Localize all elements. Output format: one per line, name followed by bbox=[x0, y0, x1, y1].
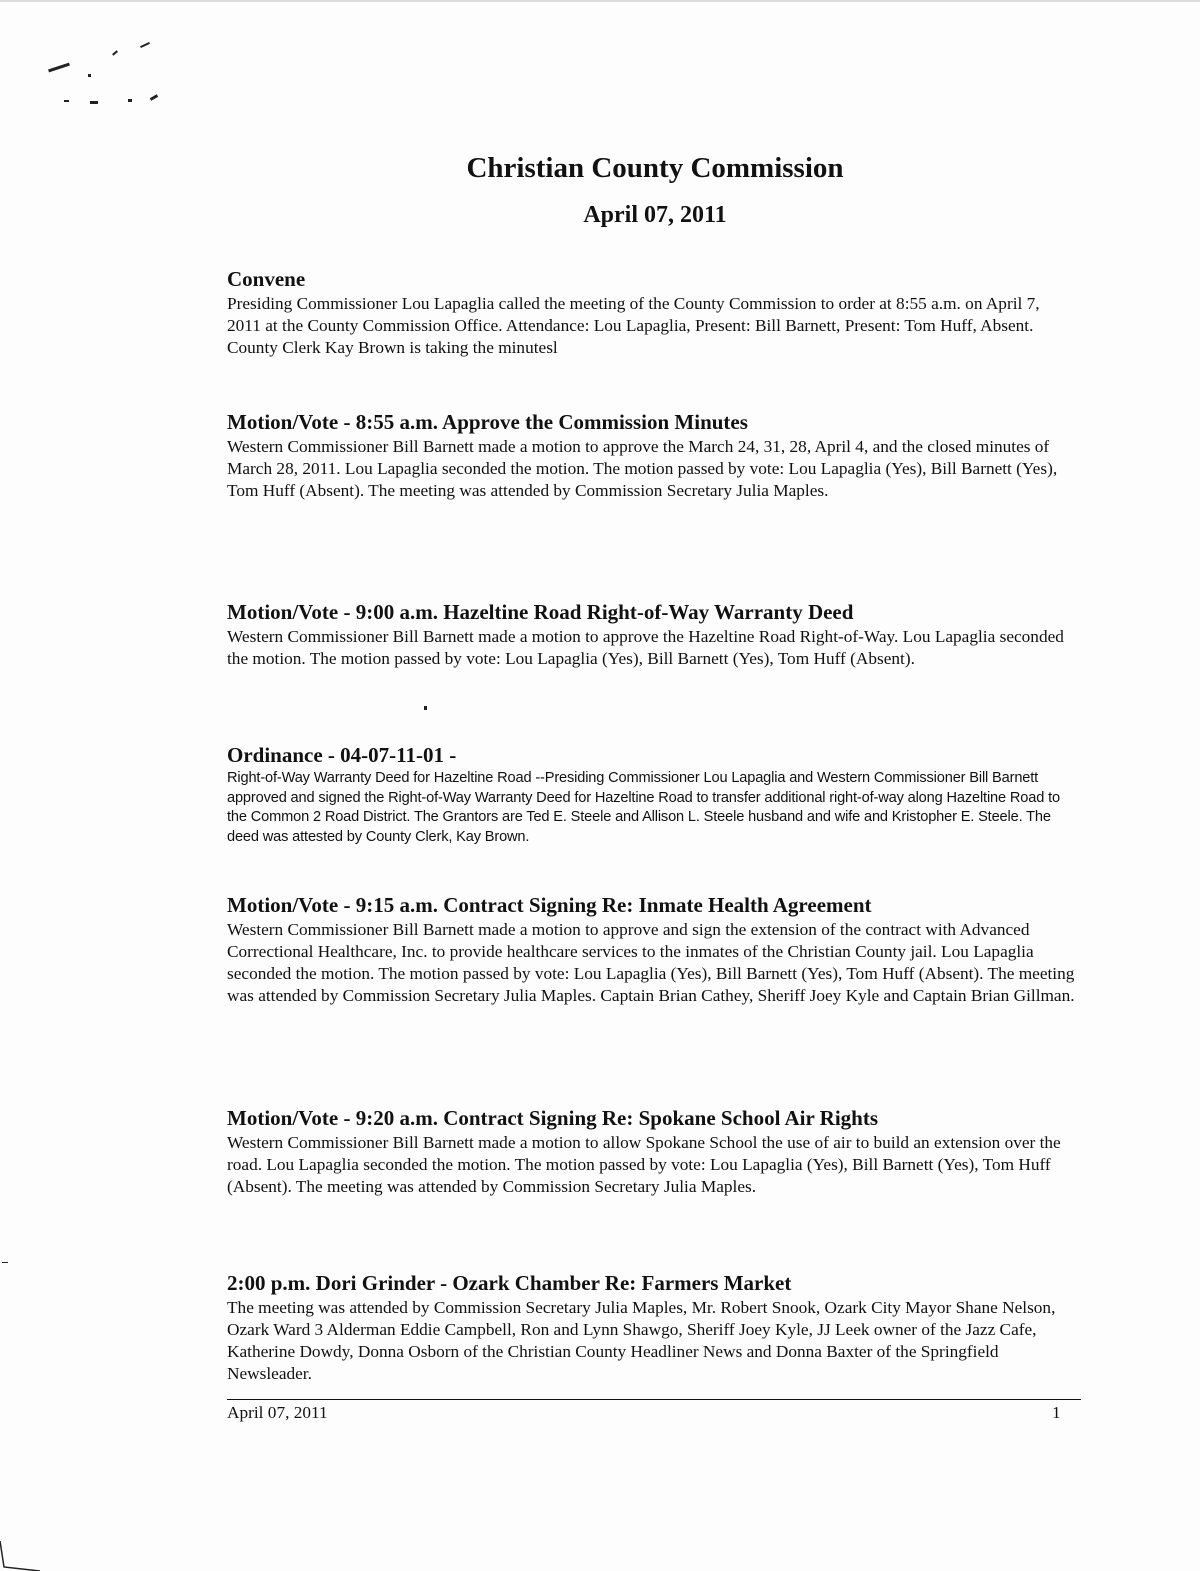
scan-speck bbox=[140, 42, 150, 48]
section-farmers-market bbox=[227, 1270, 1077, 1385]
section-heading: Motion/Vote - 9:15 a.m. Contract Signing Re: Inmate Health Agreement bbox=[227, 893, 872, 917]
section-hazeltine-right-of-way bbox=[227, 599, 1077, 670]
scan-speck bbox=[128, 99, 132, 102]
scan-speck bbox=[88, 74, 91, 77]
section-convene bbox=[227, 266, 1077, 359]
section-body: Western Commissioner Bill Barnett made a motion to approve and sign the extension of the contract with Advanced Correctional Healthcare, Inc. to provide healthcare services to the inmates of the Christian County jail. Lou Lapaglia seconded the motion. The motion passed by vote: Lou Lapaglia (Yes), Bill Barnett (Yes), Tom Huff (Absent). The meeting was attended by Commission Secretary Julia Maples. Captain Brian Cathey, Sheriff Joey Kyle and Captain Brian Gillman. bbox=[227, 920, 1075, 1005]
section-body: Right-of-Way Warranty Deed for Hazeltine Road --Presiding Commissioner Lou Lapaglia and Western Commissioner Bill Barnett approved and signed the Right-of-Way Warranty Deed for Hazeltine Road to transfer additional right-of-way along Hazeltine Road to the Common 2 Road District. The Grantors are Ted E. Steele and Allison L. Steele husband and wife and Kristopher E. Steele. The deed was attested by County Clerk, Kay Brown. bbox=[227, 770, 1060, 845]
scan-speck bbox=[112, 50, 118, 55]
scan-speck bbox=[150, 94, 158, 101]
section-body: The meeting was attended by Commission Secretary Julia Maples, Mr. Robert Snook, Ozark City Mayor Shane Nelson, Ozark Ward 3 Alderman Eddie Campbell, Ron and Lynn Shawgo, Sheriff Joey Kyle, JJ Leek owner of the Jazz Cafe, Katherine Dowdy, Donna Osborn of the Christian County Headliner News and Donna Baxter of the Springfield Newsleader. bbox=[227, 1298, 1056, 1383]
section-approve-minutes bbox=[227, 409, 1077, 502]
section-heading: Motion/Vote - 8:55 a.m. Approve the Commission Minutes bbox=[227, 410, 748, 434]
section-body: Western Commissioner Bill Barnett made a motion to approve the March 24, 31, 28, April 4, and the closed minutes of March 28, 2011. Lou Lapaglia seconded the motion. The motion passed by vote: Lou Lapaglia (Yes), Bill Barnett (Yes), Tom Huff (Absent). The meeting was attended by Commission Secretary Julia Maples. bbox=[227, 437, 1058, 500]
page-number: 1 bbox=[1052, 1403, 1061, 1422]
scan-speck bbox=[2, 1262, 8, 1263]
scan-corner-mark bbox=[0, 1541, 40, 1571]
section-ordinance bbox=[227, 742, 1077, 847]
scan-speck bbox=[64, 100, 69, 102]
section-body: Presiding Commissioner Lou Lapaglia called the meeting of the County Commission to order at 8:55 a.m. on April 7, 2011 at the County Commission Office. Attendance: Lou Lapaglia, Present: Bill Barnett, Present: Tom Huff, Absent. County Clerk Kay Brown is taking the minutesl bbox=[227, 294, 1040, 357]
section-heading: Convene bbox=[227, 267, 306, 291]
document-title: Christian County Commission bbox=[466, 152, 844, 184]
document-date: April 07, 2011 bbox=[583, 202, 727, 228]
footer-divider bbox=[227, 1399, 1081, 1400]
section-spokane-air-rights bbox=[227, 1105, 1077, 1198]
section-heading: Motion/Vote - 9:00 a.m. Hazeltine Road Right-of-Way Warranty Deed bbox=[227, 600, 854, 624]
section-heading: Ordinance - 04-07-11-01 - bbox=[227, 743, 457, 767]
footer-date: April 07, 2011 bbox=[227, 1403, 328, 1422]
section-heading: Motion/Vote - 9:20 a.m. Contract Signing Re: Spokane School Air Rights bbox=[227, 1106, 879, 1130]
section-inmate-health bbox=[227, 892, 1077, 1007]
section-body: Western Commissioner Bill Barnett made a motion to allow Spokane School the use of air to build an extension over the road. Lou Lapaglia seconded the motion. The motion passed by vote: Lou Lapaglia (Yes), Bill Barnett (Yes), Tom Huff (Absent). The meeting was attended by Commission Secretary Julia Maples. bbox=[227, 1133, 1061, 1196]
scan-speck bbox=[90, 101, 98, 104]
scan-speck bbox=[48, 63, 70, 73]
section-body: Western Commissioner Bill Barnett made a motion to approve the Hazeltine Road Right-of-Way. Lou Lapaglia seconded the motion. The motion passed by vote: Lou Lapaglia (Yes), Bill Barnett (Yes), Tom Huff (Absent). bbox=[227, 627, 1064, 668]
scan-top-edge bbox=[0, 0, 1200, 4]
section-heading: 2:00 p.m. Dori Grinder - Ozark Chamber Re: Farmers Market bbox=[227, 1271, 792, 1295]
scan-speck bbox=[424, 706, 427, 710]
